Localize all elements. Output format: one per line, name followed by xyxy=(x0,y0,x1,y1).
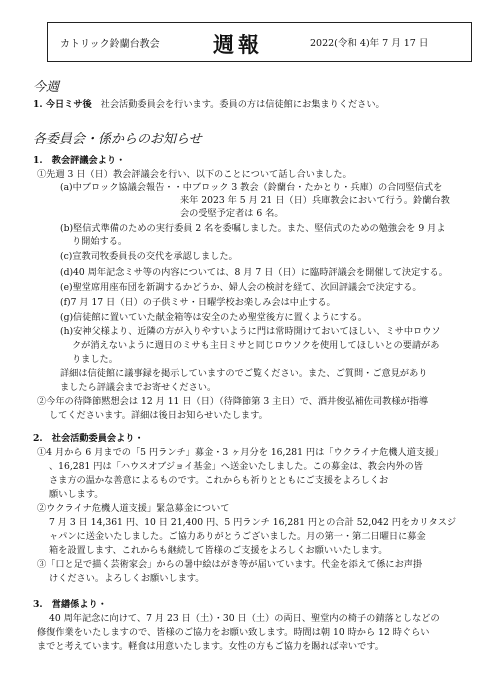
s1-line: 会の受堅予定者は 6 名。 xyxy=(180,208,284,219)
s1-line: (h)安神父様より、近隣の方が入りやすいように門は常時開けておいてほしい、ミサ中ロウソ xyxy=(60,326,441,337)
s1-line: クが消えないように週日のミサも主日ミサと同じロウソクを使用してほしいとの要請があ xyxy=(72,340,440,351)
s3-line: までと考えています。軽食は用意いたします。女性の方もご協力を賜れば幸いです。 xyxy=(37,641,384,652)
s2-line: さま方の温かな善意によるものです。これからも祈りとともにご支援をよろしくお xyxy=(49,475,389,486)
s2-title: 2. 社会活動委員会より・ xyxy=(33,433,144,444)
s1-line: してくださいます。詳細は後日お知らせいたします。 xyxy=(49,410,268,421)
s2-line: ③「口と足で描く芸術家会」からの暑中絵はがき等が届いています。代金を添えて係にお声掛 xyxy=(37,559,423,570)
s1-line: ①先週 3 日（日）教会評議会を行い、以下のことについて話し合いました。 xyxy=(37,169,352,180)
s2-line: 箱を設置します、これからも継続して皆様のご支援をよろしくお願いいたします。 xyxy=(49,545,388,556)
s1-line: 来年 2023 年 5 月 21 日（日）兵庫教会において行う。鈴蘭台教 xyxy=(180,195,450,206)
s2-line: 、16,281 円は「ハウスオブジョイ基金」へ送金いたしました。この募金は、教会内外の皆 xyxy=(49,461,423,472)
s1-line: り開始する。 xyxy=(72,236,128,247)
s3-line: 40 周年記念に向けて、7 月 23 日（土）・30 日（土）の両日、聖堂内の椅子の錆落としなどの xyxy=(49,613,440,624)
bulletin-date: 2022(令和 4)年 7 月 17 日 xyxy=(310,38,429,49)
s1-line: (a)中ブロック協議会報告・・中ブロック 3 教会（鈴蘭台・たかとり・兵庫）の合同堅信式を xyxy=(60,182,443,193)
this-week-item-text: 社会活動委員会を行います。委員の方は信徒館にお集まりください。 xyxy=(100,99,385,110)
section-heading-this-week: 今週 xyxy=(33,80,60,95)
s2-line: 願いします。 xyxy=(49,489,104,500)
section-heading-notices: 各委員会・係からのお知らせ xyxy=(33,132,202,147)
s3-line: 修復作業をいたしますので、皆様のご協力をお願い致します。時間は朝 10 時から 12 時ぐらい xyxy=(37,627,430,638)
church-name: カトリック鈴蘭台教会 xyxy=(60,39,160,50)
s3-title: 3. 営繕係より・ xyxy=(33,599,107,610)
s1-line: りました。 xyxy=(72,354,118,365)
s2-line: 7 月 3 日 14,361 円、10 日 21,400 円、5 円ランチ 16,281 円との合計 52,042 円をカリタスジ xyxy=(49,517,457,528)
s1-title: 1. 教会評議会より・ xyxy=(33,155,126,166)
s1-line: (c)宣教司牧委員長の交代を承認しました。 xyxy=(60,251,238,262)
header-box xyxy=(47,22,472,62)
s1-line: (e)聖堂席用座布団を新調するかどうか、婦人会の検討を経て、次回評議会で決定する。 xyxy=(60,282,422,293)
s2-line: ①4 月から 6 月までの「5 円ランチ」募金・3 ヶ月分を 16,281 円は「ウクライナ危機人道支援」 xyxy=(37,447,444,458)
s1-line: 詳細は信徒館に議事録を掲示していますのでご覧ください。また、ご質問・ご意見があり xyxy=(60,368,428,379)
s1-line: ②今年の待降節黙想会は 12 月 11 日（日）（待降節第 3 主日）で、酒井俊弘補佐司教様が指導 xyxy=(37,396,429,407)
s1-line: (g)信徒館に置いていた献金箱等は安全のため聖堂後方に置くようにする。 xyxy=(60,312,368,323)
s1-line: (f)7 月 17 日（日）の子供ミサ・日曜学校お楽しみ会は中止する。 xyxy=(60,297,336,308)
s1-line: (d)40 周年記念ミサ等の内容については、8 月 7 日（日）に臨時評議会を開催して決定する。 xyxy=(60,267,448,278)
s1-line: ましたら評議会までお寄せください。 xyxy=(60,382,217,393)
s2-line: けください。よろしくお願いします。 xyxy=(49,573,205,584)
s2-line: ②ウクライナ危機人道支援」緊急募金について xyxy=(37,503,230,514)
bulletin-title: 週報 xyxy=(213,32,263,57)
this-week-item-label: 1. 今日ミサ後 xyxy=(33,99,92,110)
this-week-item xyxy=(33,98,385,111)
s2-line: ャパンに送金いたしました。ご協力ありがとうございました。月の第一・第二日曜日に募金 xyxy=(49,531,426,542)
s1-line: (b)堅信式準備のための実行委員 2 名を委嘱しました。また、堅信式のための勉強会を 9 月よ xyxy=(60,223,446,234)
